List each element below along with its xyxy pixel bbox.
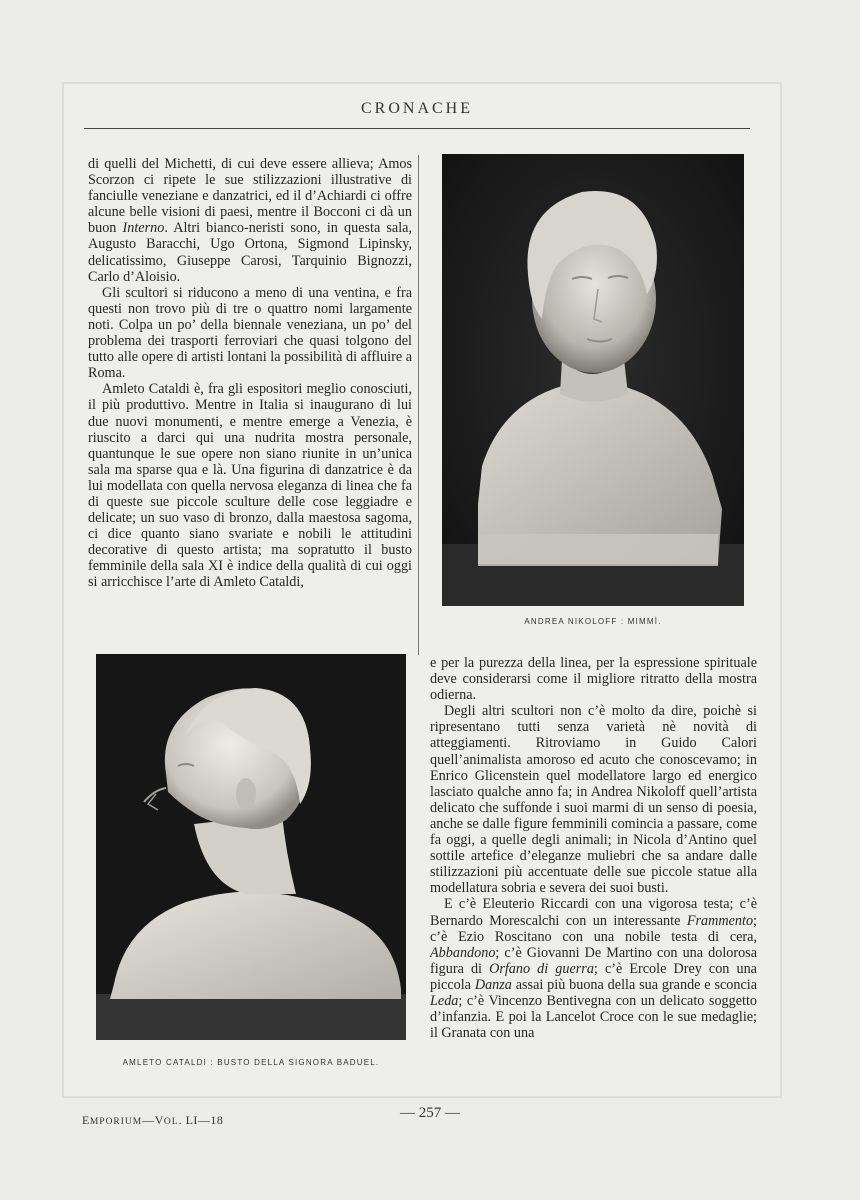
bust-image-mimmi (442, 154, 744, 606)
page-number: — 257 — (400, 1105, 460, 1121)
page-header: CRONACHE (360, 100, 473, 117)
right-column-text (430, 655, 757, 1041)
paragraph: Degli altri scultori non c’è molto da dire, poichè si ripresentano tutti senza varietà nè novità di atteggiamenti. Ritroviamo in Guido Calori quell’animalista amoroso ed acuto che conoscevamo; in Enrico Glicenstein quel modellatore largo ed energico lasciato qualche anno fa; in Andrea Nikoloff quell’artista delicato che suffonde i suoi marmi di un senso di poesia, anche se dalle figure femminili comincia a passare, come fa oggi, a quelle degli animali; in Nicola d’Antino quel sottile artefice d’eleganze muliebri che sa andare dalle stilizzazioni più accentuate delle sue piccole statue alla modellatura sobria e severa dei suoi busti. (430, 703, 757, 897)
photo-mimmi-bust (442, 154, 744, 606)
caption-baduel: AMLETO CATALDI : BUSTO DELLA SIGNORA BADUEL. (122, 1058, 380, 1067)
paragraph: e per la purezza della linea, per la espressione spirituale deve considerarsi come il migliore ritratto della mostra odierna. (430, 655, 757, 704)
caption-mimmi: ANDREA NIKOLOFF : MIMMÌ. (524, 617, 662, 626)
left-column-text (88, 156, 412, 591)
photo-baduel-bust (96, 654, 406, 1040)
bust-image-baduel (96, 654, 406, 1040)
paragraph: E c’è Eleuterio Riccardi con una vigorosa testa; c’è Bernardo Morescalchi con un interessante Frammento; c’è Ezio Roscitano con una nobile testa di cera, Abbandono; c’è Giovanni De Martino con una dolorosa figura di Orfano di guerra; c’è Ercole Drey con una piccola Danza assai più buona della sua grande e sconcia Leda; c’è Vincenzo Bentivegna con un delicato soggetto d’infanzia. E poi la Lancelot Croce con le sue medaglie; il Granata con una (430, 896, 757, 1042)
paragraph: Amleto Cataldi è, fra gli espositori meglio conosciuti, il più produttivo. Mentre in Italia si inaugurano di lui due nuovi monumenti, e mentre emerge a Venezia, è riuscito a darci qui una nudrita mostra personale, quantunque le sue opere non siano riunite in un’unica sala ma sparse qua e là. Una figurina di danzatrice è da lui modellata con quella nervosa eleganza di linea che fa di queste sue piccole sculture delle cose leggiadre e delicate; un suo vaso di bronzo, dalla maestosa sagoma, ci dice quanto siano svariate e nobili le attitudini decorative di questo artista; ma sopratutto il busto femminile della sala XI è indice della qualità di cui oggi si arricchisce l’arte di Amleto Cataldi, (88, 381, 412, 591)
header-rule (84, 128, 750, 129)
column-divider (418, 155, 419, 655)
paragraph: di quelli del Michetti, di cui deve essere allieva; Amos Scorzon ci ripete le sue stilizzazioni illustrative di fanciulle veneziane e danzatrici, ed il d’Achiardi ci offre alcune belle visioni di paesi, mentre il Bocconi ci dà un buon Interno. Altri bianco-neristi sono, in questa sala, Augusto Baracchi, Ugo Ortona, Sigmond Lipinsky, delicatissimo, Giuseppe Carosi, Tarquinio Bignozzi, Carlo d’Aloisio. (88, 156, 413, 285)
paragraph: Gli scultori si riducono a meno di una ventina, e fra questi non trovo più di tre o quattro nomi largamente noti. Colpa un po’ della biennale veneziana, un po’ del problema dei trasporti ferroviari che quasi tolgono del tutto alle opere di artisti lontani la possibilità di affluire a Roma. (88, 284, 412, 382)
journal-volume-reference: EMPORIUM—VOL. LI—18 (82, 1113, 224, 1127)
